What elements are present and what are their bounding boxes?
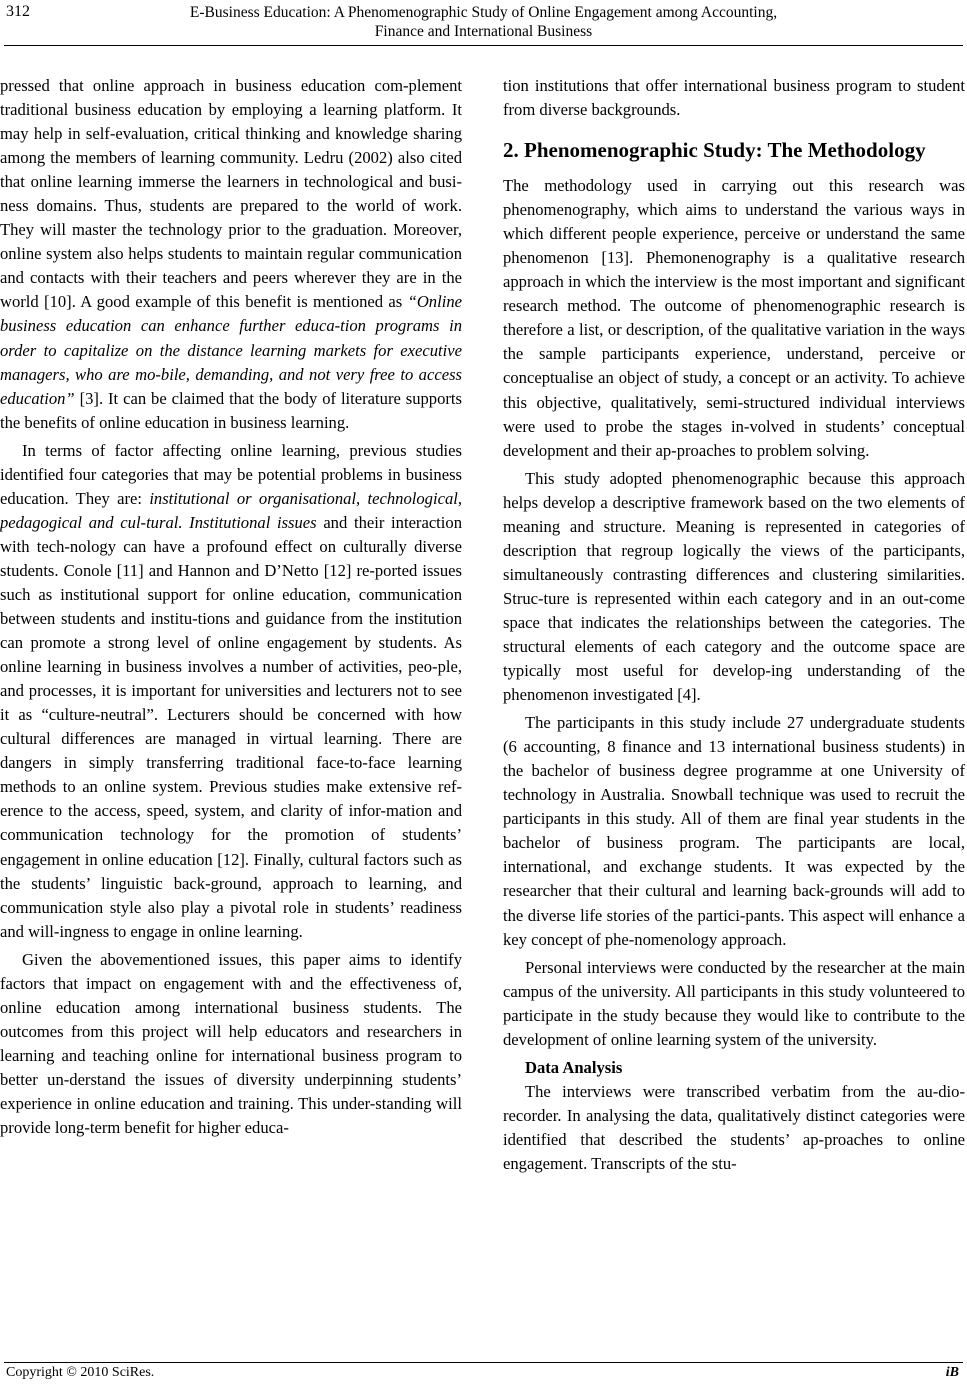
paragraph: The participants in this study include 27 undergraduate students (6 accounting, 8 finance and 13 international business students) in the bachelor of business degree programme at one University of technology in Australia. Snowball technique was used to recruit the participants in this study. All of them are final year students in the bachelor of business program. The participants are local, international, and exchange students. It was expected by the researcher that their cultural and learning back-grounds will add to the diverse life stories of the partici-pants. This aspect will enhance a key concept of phe-nomenology approach.	[503, 713, 965, 949]
paragraph: The methodology used in carrying out this research was phenomenography, which aims to understand the various ways in which different people experience, perceive or understand the same phenomenon [13]. Phemonenography is a qualitative research approach in which the interview is the most important and significant research method. The outcome of phenomenographic research is therefore a list, or description, of the qualitative variation in the ways the sample participants experience, understand, perceive or conceptualise an object of study, a concept or an activity. To achieve this objective, qualitatively, semi-structured individual interviews were used to probe the stages in-volved in students’ conceptual development and their ap-proaches to problem solving.	[503, 176, 965, 460]
paragraph-text: pressed that online approach in business education com-plement traditional business education by employing a learning platform. It may help in self-evaluation, critical thinking and knowledge sharing among the members of learning community. Ledru (2002) also cited that online learning immerse the learners in technological and busi-ness domains. Thus, students are prepared to the world of work. They will master the technology prior to the graduation. Moreover, online system also helps students to maintain regular communication and contacts with their teachers and peers wherever they are in the world [10]. A good example of this benefit is mentioned as	[0, 76, 462, 312]
paragraph: tion institutions that offer international business program to student from diverse backgrounds.	[503, 76, 965, 120]
page-number: 312	[6, 3, 30, 20]
quote-text: “Online business education can enhance further educa-tion programs in order to capitalize on the distance learning markets for executive managers, who are mo-bile, demanding, and not very free to access education”	[0, 292, 462, 408]
italic-categories: institutional or organisational, technological, pedagogical and cul-tural. Institutional issues	[0, 488, 462, 532]
page-header	[0, 0, 967, 44]
copyright-text: Copyright © 2010 SciRes.	[6, 1365, 155, 1380]
paragraph: Given the abovementioned issues, this paper aims to identify factors that impact on engagement with and the effectiveness of, online education among international business students. The outcomes from this project will help educators and researchers in learning and teaching online for international business program to better un-derstand the issues of diversity underpinning students’ experience in online education and training. This under-standing will provide long-term benefit for higher educa-	[0, 949, 462, 1138]
running-title	[0, 3, 967, 41]
paragraph: The interviews were transcribed verbatim from the au-dio-recorder. In analysing the data, qualitatively distinct categories were identified that described the students’ ap-proaches to online engagement. Transcripts of the stu-	[503, 1081, 965, 1173]
running-title-line2: Finance and International Business	[374, 23, 593, 40]
running-title-line1: E-Business Education: A Phenomenographic Study of Online Engagement among Accounting,	[189, 4, 778, 21]
subsection-heading: Data Analysis	[525, 1057, 623, 1077]
paragraph-text: and their interaction with tech-nology can have a profound effect on culturally diverse students. Conole [11] and Hannon and D’Netto [12] re-ported issues such as institutional support for online education, communication between students and institu-tions and guidance from the institution can promote a strong level of online engagement by students. As online learning in business involves a number of activities, peo-ple, and processes, it is important for universities and lecturers not to see it as “culture-neutral”. Lecturers should be concerned with how cultural differences are managed in virtual learning. There are dangers in simply transferring traditional face-to-face learning methods to an online system. Previous studies make extensive ref-erence to the access, speed, system, and clarity of infor-mation and communication technology for the promotion of students’ engagement in online education [12]. Finally, cultural factors such as the students’ linguistic back-ground, approach to learning, and communication style also play a pivotal role in students’ readiness and will-ingness to engage in online learning.	[0, 512, 462, 941]
left-column	[0, 74, 462, 1140]
page-footer	[0, 1355, 967, 1379]
paragraph	[0, 74, 462, 435]
journal-abbrev: iB	[945, 1365, 959, 1380]
paragraph-text: In terms of factor affecting online learning, previous studies identified four categories that may be potential problems in business education. They are:	[0, 440, 462, 508]
section-heading: 2. Phenomenographic Study: The Methodology	[503, 138, 926, 163]
header-rule	[4, 45, 963, 46]
paragraph-text: [3]. It can be claimed that the body of literature supports the benefits of online education in business learning.	[0, 388, 462, 432]
paragraph: Personal interviews were conducted by the researcher at the main campus of the university. All participants in this study volunteered to participate in the study because they would like to contribute to the development of online learning system of the university.	[503, 957, 965, 1049]
paragraph	[0, 439, 462, 944]
right-column	[503, 74, 965, 1176]
paragraph: This study adopted phenomenographic because this approach helps develop a descriptive framework based on the two elements of meaning and structure. Meaning is represented in categories of description that regroup logically the views of the participants, simultaneously contrasting differences and clustering similarities. Struc-ture is represented within each category and in an out-come space that indicates the relationships between the categories. The structural elements of each category and the outcome space are typically most useful for develop-ing understanding of the phenomenon investigated [4].	[503, 468, 965, 705]
